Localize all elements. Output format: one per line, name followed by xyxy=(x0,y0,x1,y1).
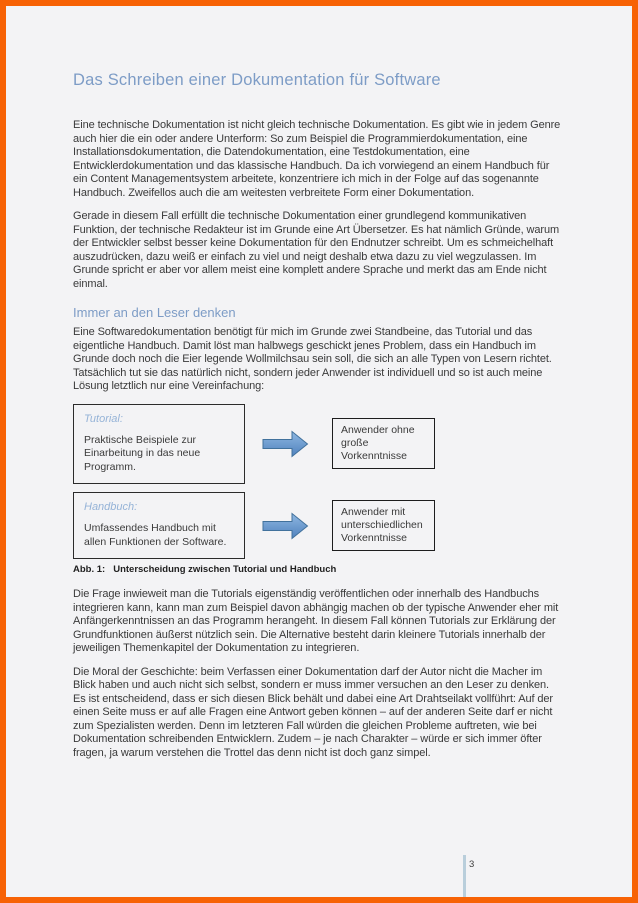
paragraph-moral: Die Moral der Geschichte: beim Verfassen einer Dokumentation darf der Autor nicht die Macher im Blick haben und auch nicht sich selbst, sondern er muss immer versuchen an den Leser zu denken. Es ist entscheidend, dass er sich diesen Blick behält und dabei eine Art Drahtseilakt vollführt: Auf der einen Seite muss er auf alle Fragen eine Antwort geben können – auf der anderen Seite darf er nicht zum Spezialisten werden. Denn im letzteren Fall würden die gleichen Probleme auftreten, wie bei Dokumentation schreibenden Entwicklern. Zudem – je nach Charakter – würde er sich immer öfter fragen, ja warum verstehen die Trottel das denn nicht ist doch ganz simpel. xyxy=(73,665,553,759)
paragraph-tutorials-integration: Die Frage inwieweit man die Tutorials eigenständig veröffentlichen oder innerhalb des Handbuchs integrieren kann, kann man zum Beispiel davon abhängig machen ob der typische Anwender eher mit Anfängerkenntnissen an das Programm herangeht. In diesem Fall können Tutorials zur Erklärung der Grundfunktionen äußerst nützlich sein. Die Alternative besteht darin kleinere Tutorials innerhalb der jeweiligen Themenkapitel der Dokumentation zu integrieren. xyxy=(73,588,559,654)
handbuch-box-title: Handbuch: xyxy=(84,501,138,513)
figure-tutorial-handbuch xyxy=(73,404,564,576)
figure-caption-label: Abb. 1: xyxy=(73,564,106,575)
tutorial-box-body: Praktische Beispiele zur Einarbeitung in das neue Programm. xyxy=(84,433,201,473)
figure-row-handbuch xyxy=(73,492,564,559)
figure-caption-text: Unterscheidung zwischen Tutorial und Handbuch xyxy=(113,564,337,575)
page-footer xyxy=(6,849,632,897)
handbuch-box xyxy=(73,492,245,559)
right-arrow-icon xyxy=(262,430,309,458)
page-title: Das Schreiben einer Dokumentation für Software xyxy=(73,71,441,89)
footer-divider xyxy=(463,855,466,897)
right-arrow-icon xyxy=(262,512,309,540)
page-number: 3 xyxy=(469,859,475,870)
tutorial-box xyxy=(73,404,245,485)
tutorial-box-title: Tutorial: xyxy=(84,412,123,425)
figure-caption xyxy=(73,564,564,575)
paragraph-intro: Eine technische Dokumentation ist nicht gleich technische Dokumentation. Es gibt wie in jedem Genre auch hier die ein oder andere Unterform: So zum Beispiel die Programmierdokumentation, eine Installationsdokumentation, die Datendokumentation, eine Testdokumentation, eine Entwicklerdokumentation und das klassische Handbuch. Da ich vorwiegend an einem Handbuch für ein Content Managementsystem arbeitete, konzentriere ich mich in der Folge auf das sogenannte Handbuch. Zweifellos auch die am weitesten verbreitete Form einer Dokumentation. xyxy=(73,119,561,199)
document-page xyxy=(6,6,632,897)
target-box-mixed: Anwender mit unterschiedlichen Vorkenntnisse xyxy=(332,500,435,551)
handbuch-box-body: Umfassendes Handbuch mit allen Funktionen der Software. xyxy=(84,522,227,548)
section-heading-leser: Immer an den Leser denken xyxy=(73,305,236,320)
document-content xyxy=(6,6,632,760)
paragraph-standbeine: Eine Softwaredokumentation benötigt für mich im Grunde zwei Standbeine, das Tutorial und das eigentliche Handbuch. Damit löst man halbwegs geschickt jenes Problem, dass ein Handbuch im Grunde doch noch die Eier legende Wollmilchsau sein soll, die sich an alle Typen von Lesern richtet. Tatsächlich tut sie das natürlich nicht, sondern jeder Anwender ist individuell und so ist auch meine Lösung letztlich nur eine Vereinfachung: xyxy=(73,326,552,392)
figure-row-tutorial xyxy=(73,404,564,485)
target-box-novice: Anwender ohne große Vorkenntnisse xyxy=(332,418,435,469)
paragraph-kommunikation: Gerade in diesem Fall erfüllt die technische Dokumentation einer grundlegend kommunikativen Funktion, der technische Redakteur ist im Grunde eine Art Übersetzer. Es hat nämlich Gründe, warum der Entwickler selbst besser keine Dokumentation für den Endnutzer schreibt. Um es schmeichelhaft auszudrücken, dazu weiß er einfach zu viel und neigt deshalb etwa dazu zu viel wegzulassen. Im Grunde spricht er aber vor allem meist eine komplett andere Sprache und merkt das am Ende nicht einmal. xyxy=(73,210,560,290)
